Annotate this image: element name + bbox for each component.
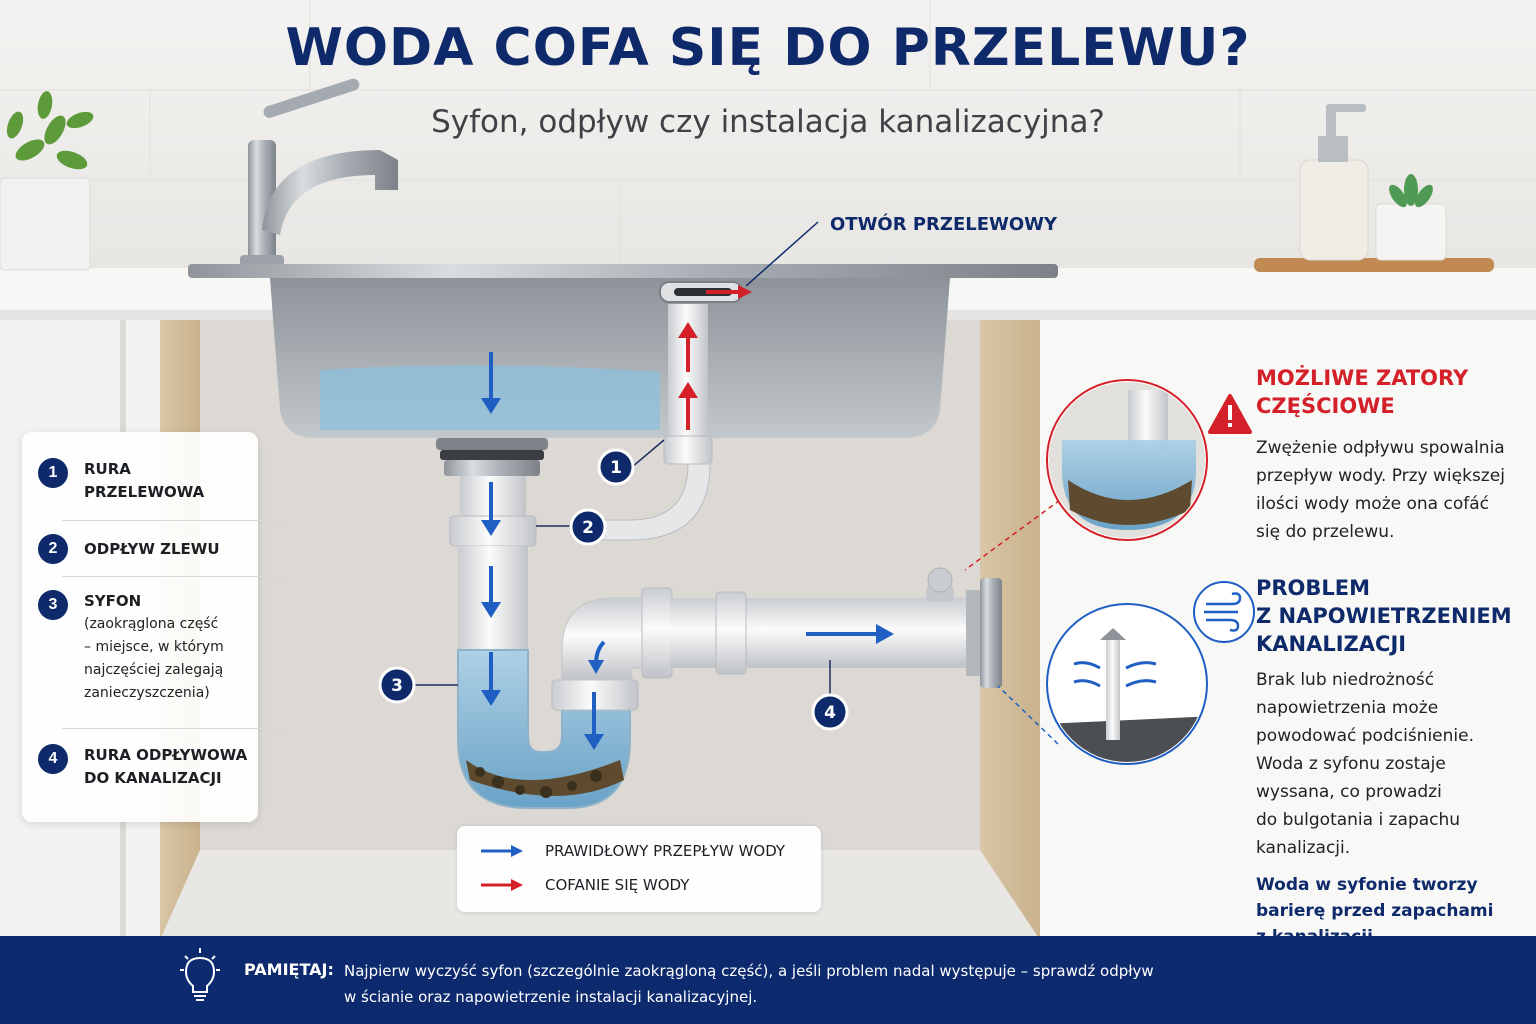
legend-title: ODPŁYW ZLEWU (84, 540, 220, 558)
footer-banner (0, 936, 1536, 1024)
footer-line: w ścianie oraz napowietrzenie instalacji kanalizacyjnej. (344, 988, 758, 1006)
venting-line: napowietrzenia może (1256, 698, 1439, 718)
blue-arrow-icon (481, 844, 525, 858)
lightbulb-icon (178, 948, 222, 1004)
legend-desc: (zaokrąglona część (84, 616, 219, 632)
venting-note-line: Woda w syfonie tworzy (1256, 875, 1478, 895)
svg-text:4: 4 (824, 703, 836, 723)
legend-badge: 4 (38, 744, 68, 774)
venting-title: KANALIZACJI (1256, 632, 1407, 656)
venting-line: Brak lub niedrożność (1256, 670, 1435, 690)
flow-legend (457, 826, 821, 912)
legend-divider (62, 520, 288, 521)
legend-title: SYFON (84, 592, 142, 610)
legend-badge: 1 (38, 458, 68, 488)
legend-title: RURA (84, 460, 131, 478)
venting-panel (1256, 574, 1526, 950)
legend-badge: 3 (38, 590, 68, 620)
legend-item-2 (38, 534, 248, 564)
air-flow-icon (1194, 582, 1254, 642)
legend-title: DO KANALIZACJI (84, 769, 222, 787)
venting-title: Z NAPOWIETRZENIEM (1256, 604, 1512, 628)
blockage-line: ilości wody może ona cofáć (1256, 494, 1489, 514)
venting-line: Woda z syfonu zostaje (1256, 754, 1446, 774)
venting-line: wyssana, co prowadzi (1256, 782, 1442, 802)
footer-text (344, 958, 1244, 1010)
blockage-line: się do przelewu. (1256, 522, 1395, 542)
legend-divider (62, 728, 288, 729)
svg-text:2: 2 (582, 518, 594, 538)
legend-divider (62, 576, 288, 577)
blockage-title: CZĘŚCIOWE (1256, 394, 1395, 418)
svg-text:1: 1 (610, 458, 622, 478)
venting-line: do bulgotania i zapachu (1256, 810, 1461, 830)
venting-line: kanalizacji. (1256, 838, 1351, 858)
blockage-line: Zwężenie odpływu spowalnia (1256, 438, 1505, 458)
legend-title: PRZELEWOWA (84, 483, 205, 501)
components-legend (22, 432, 258, 822)
legend-title: RURA ODPŁYWOWA (84, 746, 248, 764)
callout-overflow-opening: OTWÓR PRZELEWOWY (830, 214, 1058, 235)
blockage-title: MOŻLIWE ZATORY (1256, 366, 1469, 390)
footer-line: Najpierw wyczyść syfon (szczególnie zaokrągloną część), a jeśli problem nadal występuje – sprawdź odpływ (344, 962, 1154, 980)
legend-desc: najczęściej zalegają (84, 662, 224, 678)
flow-legend-correct-label: PRAWIDŁOWY PRZEPŁYW WODY (545, 842, 786, 860)
legend-badge: 2 (38, 534, 68, 564)
venting-note-line: barierę przed zapachami (1256, 901, 1494, 921)
blockage-line: przepływ wody. Przy większej (1256, 466, 1505, 486)
legend-item-4 (38, 744, 248, 790)
legend-desc: zanieczyszczenia) (84, 685, 210, 701)
blockage-panel (1256, 364, 1526, 546)
blockage-body (1256, 434, 1526, 546)
flow-legend-backflow-label: COFANIE SIĘ WODY (545, 876, 690, 894)
flow-legend-backflow (481, 876, 689, 894)
footer-label: PAMIĘTAJ: (244, 960, 334, 979)
page-subtitle: Syfon, odpływ czy instalacja kanalizacyjna? (431, 104, 1105, 140)
legend-desc: – miejsce, w którym (84, 639, 224, 655)
svg-text:3: 3 (391, 676, 403, 696)
venting-line: powodować podciśnienie. (1256, 726, 1474, 746)
red-arrow-icon (481, 878, 525, 892)
legend-item-3 (38, 590, 248, 705)
page-title: WODA COFA SIĘ DO PRZELEWU? (285, 18, 1251, 78)
flow-legend-correct (481, 842, 785, 860)
venting-title: PROBLEM (1256, 576, 1371, 600)
legend-item-1 (38, 458, 248, 504)
venting-body (1256, 666, 1526, 862)
